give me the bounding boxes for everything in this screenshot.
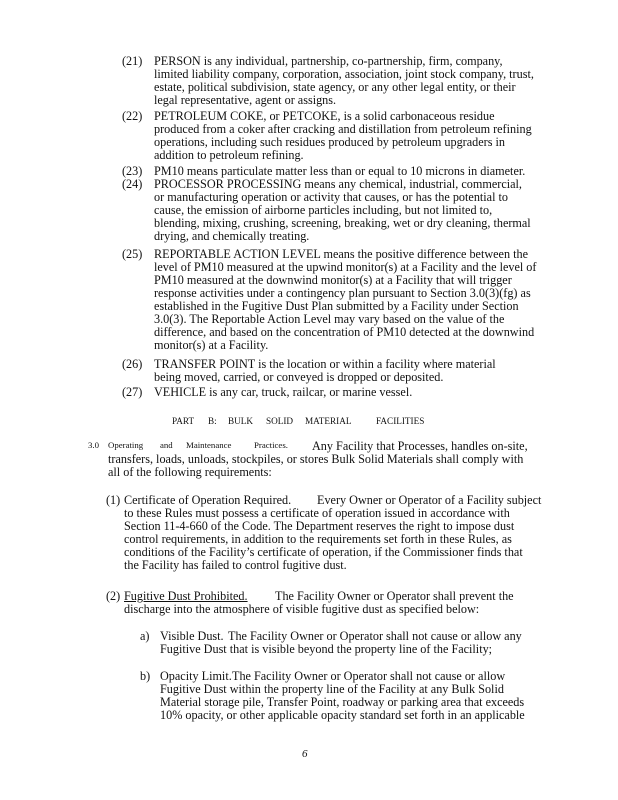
subitem-label: a) — [140, 629, 150, 643]
definition-reportable-line: difference, and based on the concentration of PM10 detected at the downwind — [154, 325, 535, 339]
page-number: 6 — [302, 748, 308, 760]
item-certificate-line: Every Owner or Operator of a Facility subject — [317, 493, 542, 507]
subitem-opacity-line: Material storage pile, Transfer Point, roadway or parking area that exceeds — [160, 695, 525, 709]
item-certificate-line: control requirements, in addition to the requirements set forth in these Rules, as — [124, 532, 512, 546]
definition-reportable-line: 3.0(3). The Reportable Action Level may vary based on the value of the — [154, 312, 505, 326]
section-heading-word: Practices. — [254, 440, 288, 450]
part-heading-word: MATERIAL — [305, 416, 352, 426]
subitem-opacity-line: The Facility Owner or Operator shall not cause or allow — [232, 669, 506, 683]
definition-number: (22) — [122, 109, 143, 123]
definition-number: (21) — [122, 54, 143, 68]
section-intro-line: all of the following requirements: — [108, 465, 272, 479]
definition-number: (26) — [122, 357, 143, 371]
subitem-visible-line: Fugitive Dust that is visible beyond the property line of the Facility; — [160, 642, 493, 656]
part-heading-word: B: — [208, 416, 217, 426]
item-fugitive-line: The Facility Owner or Operator shall prevent the — [275, 589, 514, 603]
definition-person-line: PERSON is any individual, partnership, co-partnership, firm, company, — [154, 54, 503, 68]
definition-reportable-line: established in the Fugitive Dust Plan submitted by a Facility under Section — [154, 299, 519, 313]
part-heading-word: FACILITIES — [376, 416, 425, 426]
definition-processing-line: blending, mixing, crushing, screening, breaking, wet or dry cleaning, thermal — [154, 216, 531, 230]
item-title-certificate: Certificate of Operation Required. — [124, 493, 292, 507]
definition-processing-line: drying, and chemically treating. — [154, 229, 310, 243]
definition-reportable-line: response activities under a contingency plan pursuant to Section 3.0(3)(fg) as — [154, 286, 531, 300]
subitem-label: b) — [140, 669, 151, 683]
item-certificate-line: to these Rules must possess a certificate of operation issued in accordance with — [124, 506, 510, 520]
section-intro-line: Any Facility that Processes, handles on-site, — [312, 439, 528, 453]
definition-person-line: legal representative, agent or assigns. — [154, 93, 337, 107]
subitem-opacity-line: 10% opacity, or other applicable opacity standard set forth in an applicable — [160, 708, 525, 722]
definition-reportable-line: PM10 measured at the downwind monitor(s) at a Facility that will trigger — [154, 273, 512, 287]
item-certificate-line: Section 11-4-660 of the Code. The Department reserves the right to impose dust — [124, 519, 515, 533]
section-heading-word: and — [160, 440, 173, 450]
subitem-opacity-line: Fugitive Dust within the property line of the Facility at any Bulk Solid — [160, 682, 504, 696]
item-label: (1) — [106, 493, 121, 507]
definition-processing-line: PROCESSOR PROCESSING means any chemical, industrial, commercial, — [154, 177, 522, 191]
definition-petcoke-line: addition to petroleum refining. — [154, 148, 304, 162]
definition-person-line: estate, political subdivision, state agency, or any other legal entity, or their — [154, 80, 516, 94]
definition-reportable-line: REPORTABLE ACTION LEVEL means the positive difference between the — [154, 247, 528, 261]
definition-number: (25) — [122, 247, 143, 261]
subitem-title-visible-dust: Visible Dust. — [160, 629, 224, 643]
section-heading-word: Maintenance — [186, 440, 232, 450]
definition-number: (23) — [122, 164, 143, 178]
part-heading-word: BULK — [228, 416, 254, 426]
item-title-fugitive-dust: Fugitive Dust Prohibited. — [124, 589, 248, 603]
definition-transfer-line: being moved, carried, or conveyed is dropped or deposited. — [154, 370, 444, 384]
definition-vehicle-line: VEHICLE is any car, truck, railcar, or marine vessel. — [154, 385, 413, 399]
definition-reportable-line: monitor(s) at a Facility. — [154, 338, 269, 352]
definition-processing-line: or manufacturing operation or activity that causes, or has the potential to — [154, 190, 509, 204]
definition-number: (27) — [122, 385, 143, 399]
definition-reportable-line: level of PM10 measured at the upwind monitor(s) at a Facility and the level of — [154, 260, 537, 274]
definition-petcoke-line: produced from a coker after cracking and distillation from petroleum refining — [154, 122, 532, 136]
item-certificate-line: the Facility has failed to control fugitive dust. — [124, 558, 347, 572]
part-heading-word: SOLID — [266, 416, 294, 426]
item-label: (2) — [106, 589, 121, 603]
definition-processing-line: cause, the emission of airborne particles including, but not limited to, — [154, 203, 493, 217]
section-heading-word: Operating — [108, 440, 144, 450]
item-fugitive-line: discharge into the atmosphere of visible fugitive dust as specified below: — [124, 602, 480, 616]
subitem-title-opacity: Opacity Limit. — [160, 669, 232, 683]
definition-pm10-line: PM10 means particulate matter less than or equal to 10 microns in diameter. — [154, 164, 526, 178]
part-heading-word: PART — [172, 416, 195, 426]
definition-petcoke-line: PETROLEUM COKE, or PETCOKE, is a solid carbonaceous residue — [154, 109, 495, 123]
item-certificate-line: conditions of the Facility’s certificate of operation, if the Commissioner finds that — [124, 545, 523, 559]
subitem-visible-line: The Facility Owner or Operator shall not cause or allow any — [228, 629, 522, 643]
definition-transfer-line: TRANSFER POINT is the location or within a facility where material — [154, 357, 496, 371]
definition-person-line: limited liability company, corporation, association, joint stock company, trust, — [154, 67, 534, 81]
section-number: 3.0 — [88, 440, 99, 450]
definition-number: (24) — [122, 177, 143, 191]
definition-petcoke-line: operations, including such residues produced by petroleum upgraders in — [154, 135, 505, 149]
section-intro-line: transfers, loads, unloads, stockpiles, or stores Bulk Solid Materials shall comply with — [108, 452, 524, 466]
